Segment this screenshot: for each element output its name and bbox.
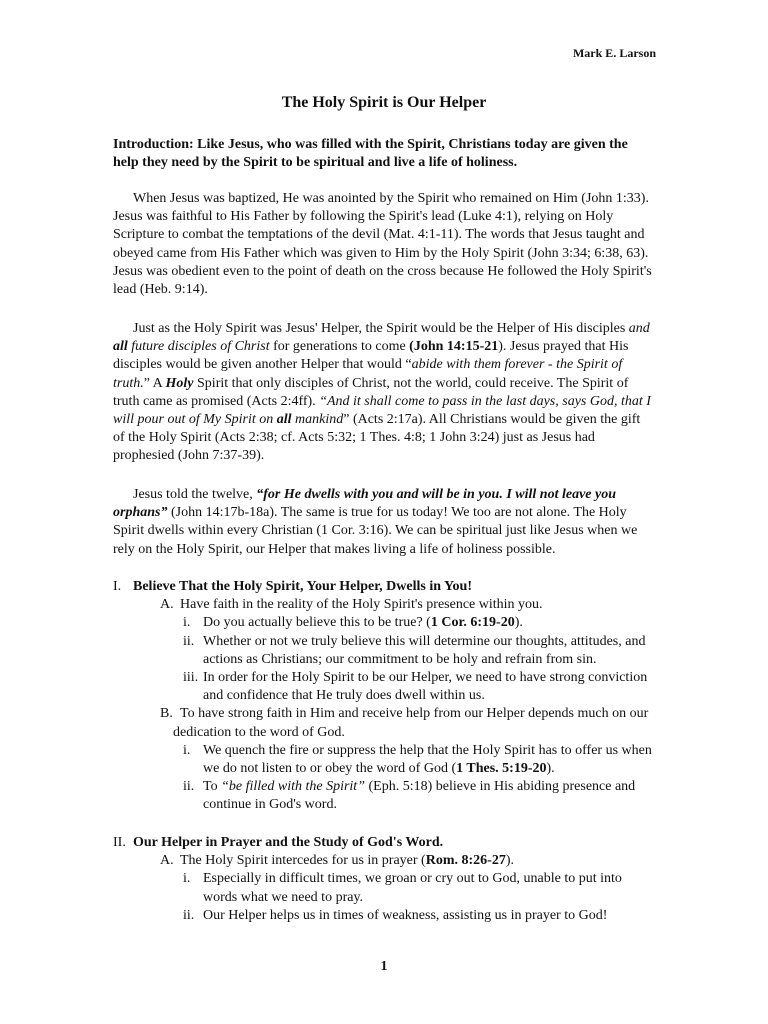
outline-text: Especially in difficult times, we groan or cry out to God, unable to put into words what we need to pray. [203, 871, 622, 905]
bold-italic-span: Holy [165, 375, 194, 391]
italic-span: and [628, 321, 650, 336]
outline-section-2 [113, 834, 653, 925]
italic-quote: abide with them forever - the Spirit of truth. [113, 357, 623, 391]
outline-text: Have faith in the reality of the Holy Spirit's presence within you. [180, 597, 543, 613]
outline-text: ). [505, 853, 514, 869]
outline-item-IBi [113, 742, 653, 778]
outline-heading-text: Believe That the Holy Spirit, Your Helper, Dwells in You! [133, 579, 472, 594]
outline-text: Whether or not we truly believe this will determine our thoughts, attitudes, and actions as Christians; our commitment to be holy and refrain from sin. [203, 633, 646, 667]
paragraph-3 [113, 486, 653, 559]
outline-text: We quench the fire or suppress the help that the Holy Spirit has to offer us when we do not listen to or obey the word of God ( [203, 742, 652, 777]
text-span: Jesus told the twelve, [133, 487, 257, 502]
outline-marker: i. [183, 742, 191, 758]
scripture-reference: (John 14:15-21 [409, 339, 499, 355]
outline-marker: I. [113, 579, 122, 594]
outline-marker: ii. [183, 907, 195, 923]
outline-text: To [203, 779, 222, 795]
outline-marker: i. [183, 615, 191, 631]
outline-text: (Eph. 5:18) believe in His abiding presence and continue in God's word. [203, 779, 636, 813]
text-span: ” (Acts 2:17a). All Christians would be given the gift of the Holy Spirit (Acts 2:38; cf. Acts 5:32; 1 Thes. 4:8; 1 John 3:24) just as Jesus had prophesied (John 7:37-39). [113, 412, 641, 464]
outline-marker: B. [160, 706, 173, 722]
text-span: Just as the Holy Spirit was Jesus' Helper, the Spirit would be the Helper of His disciples [133, 321, 629, 336]
outline-item-IAii [113, 633, 653, 669]
scripture-reference: 1 Cor. 6:19-20 [430, 615, 515, 631]
outline-marker: i. [183, 871, 191, 887]
outline-marker: II. [113, 835, 126, 850]
outline-text: ). [514, 615, 523, 631]
outline-text: The Holy Spirit intercedes for us in prayer ( [180, 853, 426, 869]
bold-italic-span: all [113, 339, 128, 355]
outline-text: Do you actually believe this to be true? ( [203, 615, 431, 631]
outline-item-IIA [113, 852, 653, 870]
outline-text: To have strong faith in Him and receive help from our Helper depends much on our dedication to the word of God. [173, 706, 649, 740]
outline-text: In order for the Holy Spirit to be our Helper, we need to have strong conviction and confidence that He truly does dwell within us. [203, 670, 648, 704]
italic-quote: mankind [291, 412, 344, 428]
bold-italic-quote: “for He dwells with you and will be in you. I will not leave you orphans” [113, 487, 617, 521]
text-span: Spirit that only disciples of Christ, not the world, could receive. The Spirit of truth came as promised (Acts 2:4ff). [113, 375, 629, 409]
scripture-reference: 1 Thes. 5:19-20 [456, 761, 547, 777]
outline-marker: A. [160, 597, 174, 613]
italic-quote: “be filled with the Spirit” [221, 779, 365, 795]
outline-item-IA [113, 596, 653, 614]
text-span: ” A [143, 375, 166, 391]
text-span: ). Jesus prayed that His disciples would be given another Helper that would “ [113, 339, 629, 373]
text-span: for generations to come [269, 339, 410, 355]
bold-italic-span: all [276, 412, 292, 428]
outline-marker: iii. [183, 670, 199, 686]
outline-heading-text: Our Helper in Prayer and the Study of God's Word. [133, 835, 444, 850]
outline-marker: ii. [183, 779, 195, 795]
introduction: Introduction: Like Jesus, who was filled with the Spirit, Christians today are given the help they need by the Spirit to be spiritual and live a life of holiness. [113, 137, 628, 171]
document-title: The Holy Spirit is Our Helper [281, 94, 487, 111]
italic-span: future disciples of Christ [127, 339, 270, 355]
outline-text: Our Helper helps us in times of weakness, assisting us in prayer to God! [203, 907, 608, 923]
scripture-reference: Rom. 8:26-27 [425, 853, 506, 869]
outline-marker: ii. [183, 633, 195, 649]
outline-item-IAiii [113, 669, 653, 705]
outline-item-IAi [113, 614, 653, 632]
outline-heading-I [113, 578, 653, 596]
outline-text: ). [546, 761, 555, 777]
paragraph-2 [113, 320, 653, 466]
outline-item-IB [113, 705, 653, 741]
outline-marker: A. [160, 853, 174, 869]
outline-item-IBii [113, 778, 653, 814]
outline-item-IIAii [113, 907, 653, 925]
page-number: 1 [380, 959, 388, 974]
text-span: (John 14:17b-18a). The same is true for us today! We too are not alone. The Holy Spirit dwells within every Christian (1 Cor. 3:16). We can be spiritual just like Jesus when we rely on the Holy Spirit, our Helper that makes living a life of holiness possible. [113, 505, 638, 557]
outline-item-IIAi [113, 870, 653, 906]
author-name: Mark E. Larson [572, 46, 656, 60]
outline-section-1 [113, 578, 653, 815]
paragraph-1: When Jesus was baptized, He was anointed by the Spirit who remained on Him (John 1:33). Jesus was faithful to His Father by following the Spirit's lead (Luke 4:1), relying on Holy Scripture to combat the temptations of the devil (Mat. 4:1-11). The words that Jesus taught and obeyed came from His Father which was given to Him by the Holy Spirit (John 3:34; 6:38, 63). Jesus was obedient even to the point of death on the cross because He followed the Holy Spirit's lead (Heb. 9:14). [113, 191, 652, 298]
outline-heading-II [113, 834, 653, 852]
italic-quote: “And it shall come to pass in the last days, says God, that I will pour out of My Spirit on [113, 393, 651, 428]
